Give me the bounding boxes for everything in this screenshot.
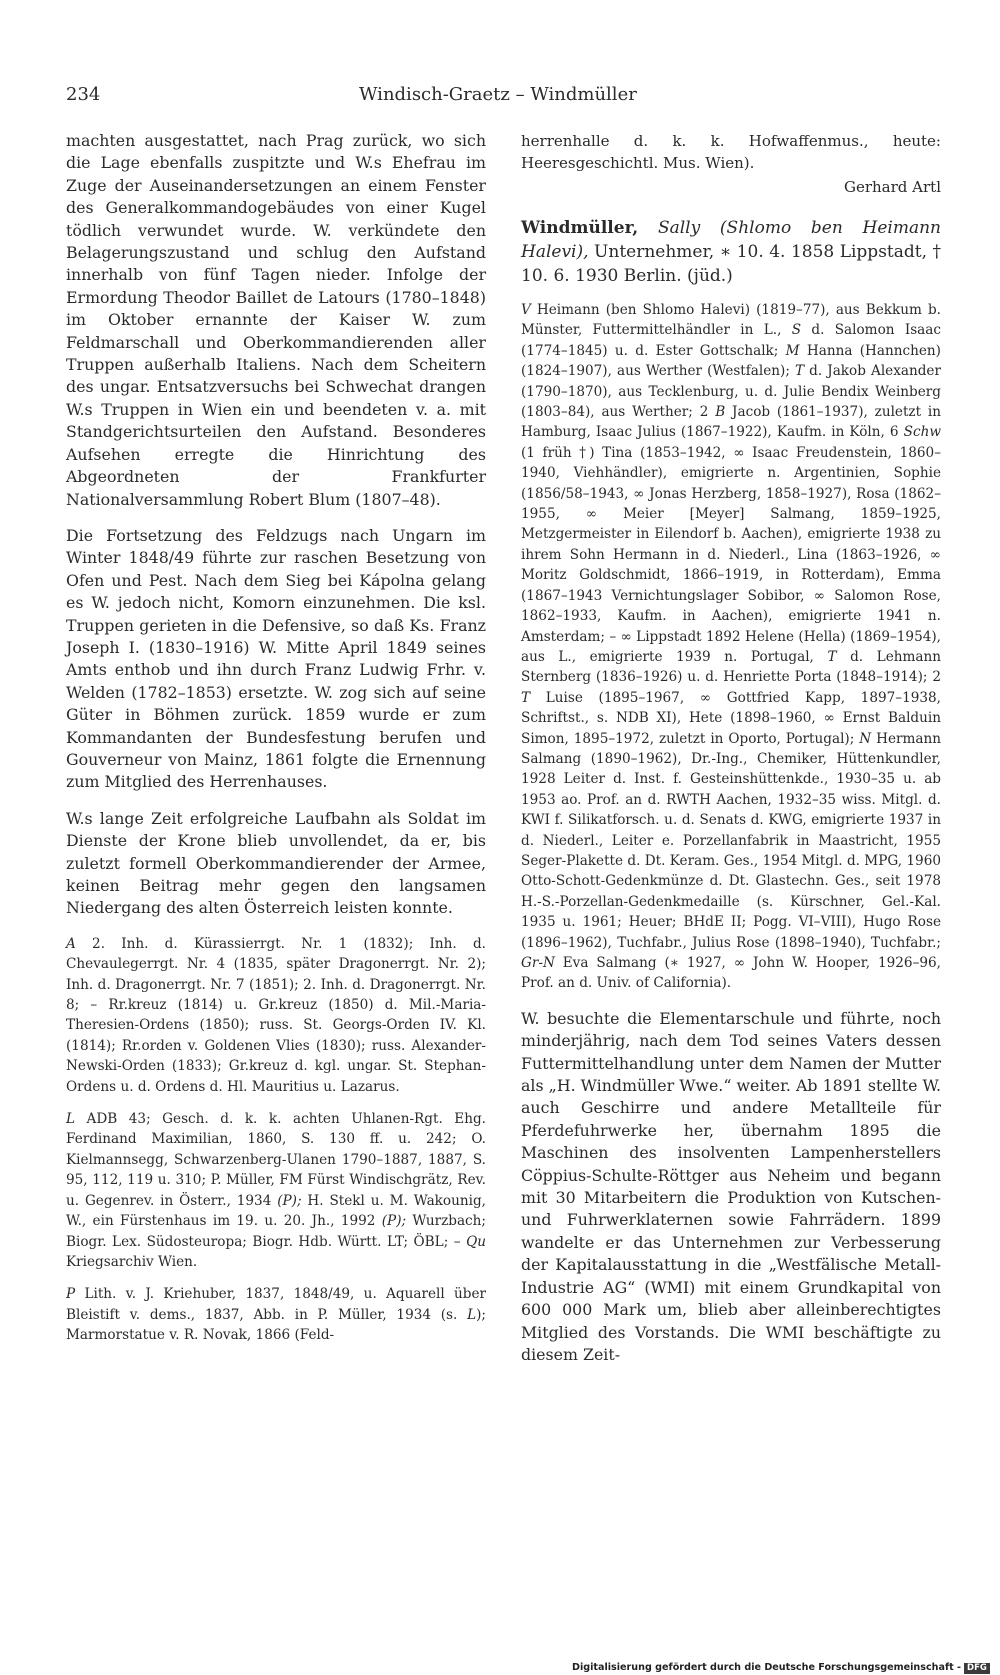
literature-text: Kriegsarchiv Wien. bbox=[66, 1253, 198, 1270]
genealogy-text: Hermann Salmang (1890–1962), Dr.-Ing., Chemiker, Hüttenkundler, 1928 Leiter d. Inst. f. Gesteinshüttenkde., 1930–35 u. ab 1953 ao. Prof. an d. RWTH Aachen, 1932–35 wiss. Mitgl. d. KWI f. Silikatforsch. u. d. Senats d. KWG, emigrierte 1937 in d. Niederl., Leiter e. Porzellanfabrik in Maastricht, 1955 Seger-Plakette d. Dt. Keram. Ges., 1954 Mitgl. d. MPG, 1960 Otto-Schott-Gedenkmünze d. Dt. Glastechn. Ges., seit 1978 H.-S.-Porzellan-Gedenkmedaille (s. Kürschner, Gel.-Kal. 1935 u. 1961; Heuer; BHdE II; Pogg. VI–VIII), Hugo Rose (1896–1962), Tuchfabr., Julius Rose (1898–1940), Tuchfabr.; bbox=[521, 730, 941, 951]
right-column bbox=[521, 130, 941, 1366]
genealogy-text: d. Jakob Alexander (1790–1870), aus Tecklenburg, u. d. Julie Bendix Weinberg (1803–84), aus Werther; 2 bbox=[521, 363, 941, 421]
portraits-section bbox=[66, 1284, 486, 1345]
body-paragraph: machten ausgestattet, nach Prag zurück, wo sich die Lage ebenfalls zuspitzte und W.s Ehefrau im Zuge der Auseinandersetzungen an einem Fenster des Generalkommandogebäudes von einer Kugel tödlich verwundet wurde. W. verkündete den Belagerungszustand und schlug den Aufstand innerhalb von fünf Tagen nieder. Infolge der Ermordung Theodor Baillet de Latours (1780–1848) im Oktober ernannte der Kaiser W. zum Feldmarschall und Oberkommandierenden aller Truppen außerhalb Italiens. Nach dem Scheitern des ungar. Entsatzversuchs bei Schwechat drangen W.s Truppen in Wien ein und beendeten v. a. mit Standgerichtsurteilen den Aufstand. Besonderes Aufsehen erregte die Hinrichtung des Abgeordneten der Frankfurter Nationalversammlung Robert Blum (1807–48). bbox=[66, 131, 486, 509]
digitization-footer bbox=[572, 1662, 992, 1674]
genealogy-label: T bbox=[827, 648, 837, 665]
genealogy-label: B bbox=[715, 404, 726, 421]
literature-text: H. Stekl u. M. Wakounig, W., ein Fürstenhaus im 19. u. 20. Jh., 1992 bbox=[66, 1192, 486, 1230]
genealogy-text: (1 früh †) Tina (1853–1942, ∞ Isaac Freudenstein, 1860–1940, Viehhändler), emigrierte n. Argentinien, Sophie (1856/58–1943, ∞ Jonas Herzberg, 1858–1927), Rosa (1862–1955, ∞ Meier [Meyer] Salmang, 1859–1925, Metzgermeister in Eilendorf b. Aachen), emigrierte 1938 zu ihrem Sohn Hermann in d. Niederl., Lina (1863–1926, ∞ Moritz Goldschmidt, 1866–1919, in Rotterdam), Emma (1867–1943 Vernichtungslager Sobibor, ∞ Salomon Rose, 1862–1933, Kaufm. in Aachen), emigrierte 1941 n. Amsterdam; – ∞ Lippstadt 1892 Helene (Hella) (1869–1954), aus L., emigrierte 1939 n. Portugal, bbox=[521, 444, 941, 665]
awards-text: 2. Inh. d. Kürassierrgt. Nr. 1 (1832); Inh. d. Chevaulegerrgt. Nr. 4 (1835, später Dragonerrgt. Nr. 2); Inh. d. Dragonerrgt. Nr. 7 (1851); 2. Inh. d. Dragonerrgt. Nr. 8; – Rr.kreuz (1814) u. Gr.kreuz (1850) d. Mil.-Maria-Theresien-Ordens (1850); russ. St. Georgs-Orden IV. Kl. (1814); Rr.orden v. Goldenen Vlies (1830); russ. Alexander-Newski-Orden (1833); Gr.kreuz d. kgl. ungar. St. Stephan-Ordens u. d. Ordens d. Hl. Mauritius u. Lazarus. bbox=[66, 935, 486, 1095]
genealogy-text: Heimann (ben Shlomo Halevi) (1819–77), aus Bekkum b. Münster, Futtermittelhändler in L., bbox=[521, 302, 941, 339]
body-paragraph: Die Fortsetzung des Feldzugs nach Ungarn im Winter 1848/49 führte zur raschen Besetzung von Ofen und Pest. Nach dem Sieg bei Kápolna gelang es W. jedoch nicht, Komorn einzunehmen. Die ksl. Truppen gerieten in die Defensive, so daß Ks. Franz Joseph I. (1830–1916) W. Mitte April 1849 seines Amts enthob und ihn durch Franz Ludwig Frhr. v. Welden (1782–1853) ersetzte. W. zog sich auf seine Güter in Böhmen zurück. 1859 wurde er zum Kommandanten der Bundesfestung berufen und Gouverneur von Mainz, 1861 folgte die Ernennung zum Mitglied des Herrenhauses. bbox=[66, 525, 486, 792]
awards-label: A bbox=[66, 935, 76, 952]
literature-marker: (P); bbox=[381, 1213, 407, 1230]
portraits-text: Lith. v. J. Kriehuber, 1837, 1848/49, u. Aquarell über Bleistift v. dems., 1837, Abb. in P. Müller, 1934 (s. bbox=[66, 1286, 486, 1323]
entry-info: Unternehmer, ∗ 10. 4. 1858 Lippstadt, † 10. 6. 1930 Berlin. (jüd.) bbox=[521, 242, 941, 286]
genealogy-text: Hanna (Hannchen) (1824–1907), aus Werther (Westfalen); bbox=[521, 342, 941, 380]
genealogy-label: T bbox=[795, 363, 805, 380]
entry-given-name: Sally (Shlomo ben Heimann Halevi), bbox=[521, 218, 941, 262]
left-column bbox=[66, 130, 486, 1346]
entry-name: Windmüller, bbox=[521, 218, 639, 238]
portraits-marker: L bbox=[467, 1306, 477, 1323]
genealogy-text: d. Lehmann Sternberg (1836–1926) u. d. Henriette Porta (1848–1914); 2 bbox=[521, 648, 942, 686]
continuation-text: herrenhalle d. k. k. Hofwaffenmus., heute: Heeresgeschichtl. Mus. Wien). bbox=[521, 132, 941, 172]
genealogy-label: N bbox=[859, 730, 872, 747]
genealogy-text: Eva Salmang (∗ 1927, ∞ John W. Hooper, 1926–96, Prof. an d. Univ. of California). bbox=[521, 955, 941, 992]
dfg-logo-icon: DFG bbox=[964, 1663, 990, 1674]
awards-section bbox=[66, 934, 486, 1097]
footer-text: Digitalisierung gefördert durch die Deutsche Forschungsgemeinschaft - bbox=[572, 1662, 962, 1673]
page-header bbox=[66, 84, 652, 112]
genealogy-text: d. Salomon Isaac (1774–1845) u. d. Ester Gottschalk; bbox=[521, 322, 942, 359]
page-number: 234 bbox=[66, 84, 101, 105]
genealogy-label: M bbox=[785, 342, 800, 359]
portraits-label: P bbox=[66, 1286, 76, 1303]
literature-text: Wurzbach; Biogr. Lex. Südosteuropa; Biogr. Hdb. Württ. LT; ÖBL; – bbox=[66, 1213, 487, 1250]
literature-section bbox=[66, 1109, 486, 1272]
portraits-text: ); Marmorstatue v. R. Novak, 1866 (Feld- bbox=[66, 1306, 486, 1344]
entry-heading bbox=[521, 216, 941, 288]
sources-label: Qu bbox=[466, 1233, 486, 1250]
genealogy-label: Schw bbox=[903, 424, 941, 441]
body-paragraph: W.s lange Zeit erfolgreiche Laufbahn als Soldat im Dienste der Krone blieb unvollendet, da er, bis zuletzt formell Oberkommandierender der Armee, keinen Beitrag mehr gegen den langsamen Niedergang des alten Österreich leisten konnte. bbox=[66, 808, 486, 918]
genealogy-section bbox=[521, 300, 941, 994]
body-paragraph: W. besuchte die Elementarschule und führte, noch minderjährig, nach dem Tod seines Vaters dessen Futtermittelhandlung unter dem Namen der Mutter als „H. Windmüller Wwe.“ weiter. Ab 1891 stellte W. auch Geschirre und andere Metallteile für Pferdefuhrwerke her, übernahm 1895 die Maschinen des insolventen Lampenherstellers Cöppius-Schulte-Röttger aus Neheim und begann mit 30 Mitarbeitern die Produktion von Kutschen- und Fuhrwerklaternen sowie Fahrrädern. 1899 wandelte er das Unternehmen zur Verbesserung der Kapitalausstattung in die „Westfälische Metall-Industrie AG“ (WMI) mit einem Grundkapital von 600 000 Mark um, blieb aber alleinberechtigtes Mitglied des Vorstands. Die WMI beschäftigte zu diesem Zeit- bbox=[521, 1008, 941, 1364]
genealogy-label: Gr-N bbox=[521, 955, 555, 971]
running-head: Windisch-Graetz – Windmüller bbox=[359, 84, 637, 105]
genealogy-text: Luise (1895–1967, ∞ Gottfried Kapp, 1897–1938, Schriftst., s. NDB XI), Hete (1898–1960, ∞ Ernst Balduin Simon, 1895–1972, zuletzt in Oporto, Portugal); bbox=[521, 689, 941, 747]
literature-text: ADB 43; Gesch. d. k. k. achten Uhlanen-Rgt. Ehg. Ferdinand Maximilian, 1860, S. 130 ff. u. 242; O. Kielmannsegg, Schwarzenberg-Ulanen 1790–1887, 1887, S. 95, 112, 119 u. 310; P. Müller, FM Fürst Windischgrätz, Rev. u. Gegenrev. in Österr., 1934 bbox=[66, 1111, 486, 1209]
literature-label: L bbox=[66, 1111, 76, 1128]
genealogy-text: Jacob (1861–1937), zuletzt in Hamburg, Isaac Julius (1867–1922), Kaufm. in Köln, 6 bbox=[521, 404, 941, 441]
genealogy-label: S bbox=[791, 322, 802, 339]
author-signature: Gerhard Artl bbox=[843, 178, 941, 196]
genealogy-label: V bbox=[521, 302, 531, 318]
literature-marker: (P); bbox=[277, 1192, 302, 1209]
genealogy-label: T bbox=[521, 689, 531, 706]
